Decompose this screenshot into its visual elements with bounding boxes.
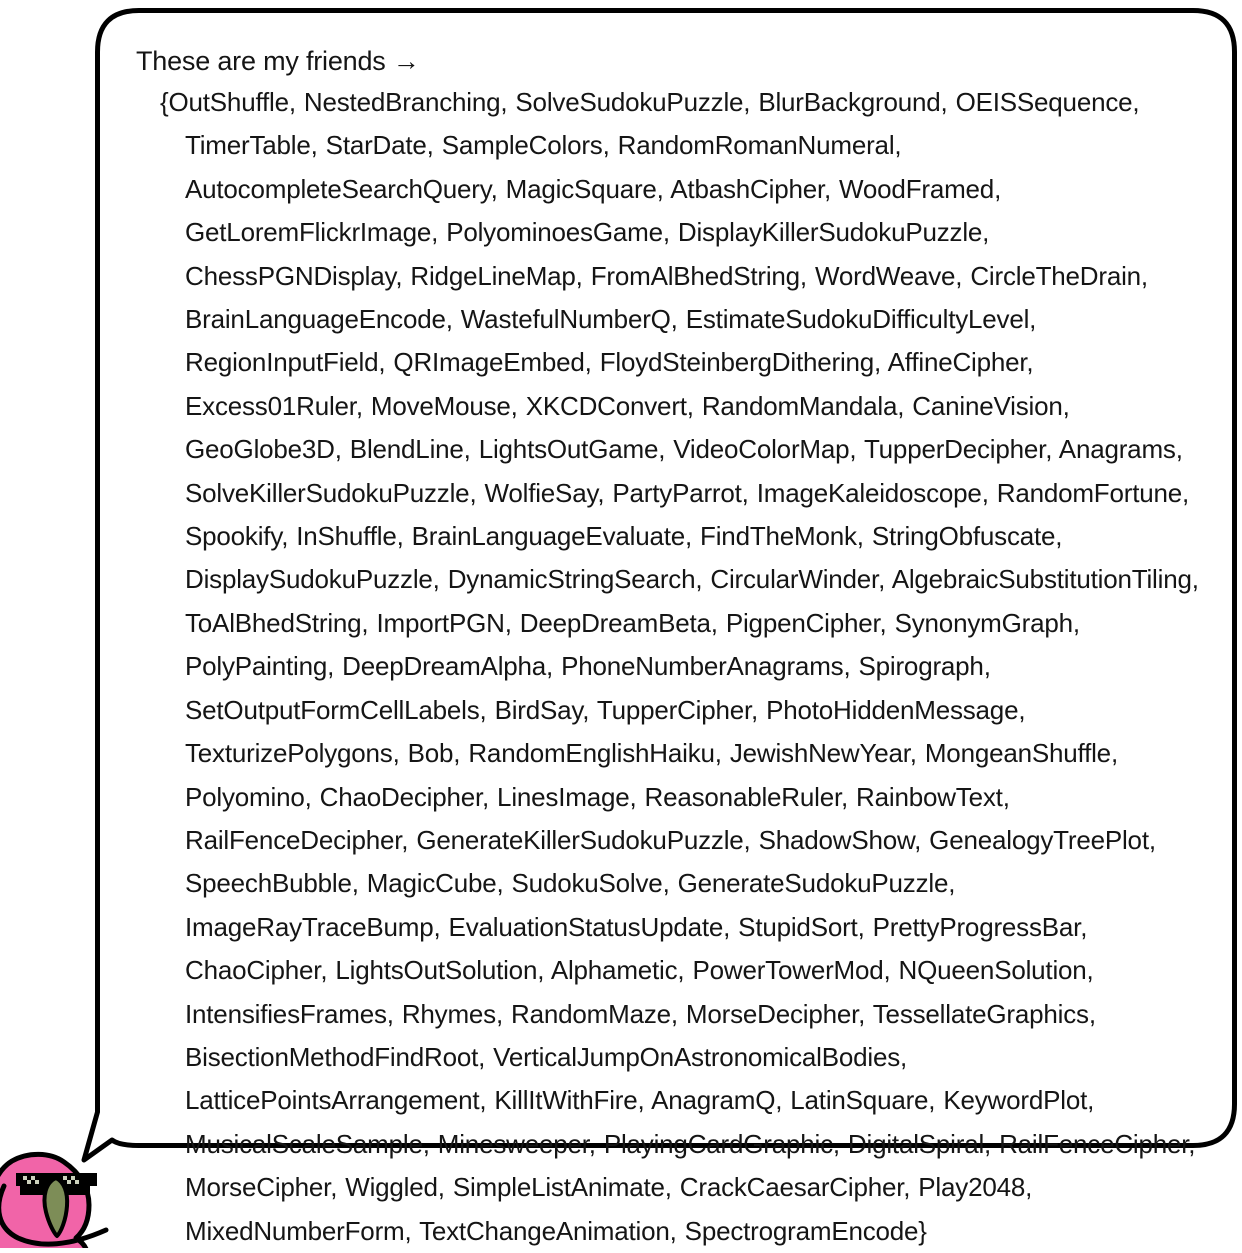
friends-list bbox=[160, 81, 1200, 1253]
bubble-header-text: These are my friends → bbox=[136, 46, 420, 76]
party-parrot bbox=[0, 1154, 106, 1248]
friends-list-text: {OutShuffle, NestedBranching, SolveSudokuPuzzle, BlurBackground, OEISSequence, TimerTable, StarDate, SampleColors, RandomRomanNumeral, AutocompleteSearchQuery, MagicSquare, AtbashCipher, WoodFramed, GetLoremFlickrImage, PolyominoesGame, DisplayKillerSudokuPuzzle, ChessPGNDisplay, RidgeLineMap, FromAlBhedString, WordWeave, CircleTheDrain, BrainLanguageEncode, WastefulNumberQ, EstimateSudokuDifficultyLevel, RegionInputField, QRImageEmbed, FloydSteinbergDithering, AffineCipher, Excess01Ruler, MoveMouse, XKCDConvert, RandomMandala, CanineVision, GeoGlobe3D, BlendLine, LightsOutGame, VideoColorMap, TupperDecipher, Anagrams, SolveKillerSudokuPuzzle, WolfieSay, PartyParrot, ImageKaleidoscope, RandomFortune, Spookify, InShuffle, BrainLanguageEvaluate, FindTheMonk, StringObfuscate, DisplaySudokuPuzzle, DynamicStringSearch, CircularWinder, AlgebraicSubstitutionTiling, ToAlBhedString, ImportPGN, DeepDreamBeta, PigpenCipher, SynonymGraph, PolyPainting, DeepDreamAlpha, PhoneNumberAnagrams, Spirograph, SetOutputFormCellLabels, BirdSay, TupperCipher, PhotoHiddenMessage, TexturizePolygons, Bob, RandomEnglishHaiku, JewishNewYear, MongeanShuffle, Polyomino, ChaoDecipher, LinesImage, ReasonableRuler, RainbowText, RailFenceDecipher, GenerateKillerSudokuPuzzle, ShadowShow, GenealogyTreePlot, SpeechBubble, MagicCube, SudokuSolve, GenerateSudokuPuzzle, ImageRayTraceBump, EvaluationStatusUpdate, StupidSort, PrettyProgressBar, ChaoCipher, LightsOutSolution, Alphametic, PowerTowerMod, NQueenSolution, IntensifiesFrames, Rhymes, RandomMaze, MorseDecipher, TessellateGraphics, BisectionMethodFindRoot, VerticalJumpOnAstronomicalBodies, LatticePointsArrangement, KillItWithFire, AnagramQ, LatinSquare, KeywordPlot, MusicalScaleSample, Minesweeper, PlayingCardGraphic, DigitalSpiral, RailFenceCipher, MorseCipher, Wiggled, SimpleListAnimate, CrackCaesarCipher, Play2048, MixedNumberForm, TextChangeAnimation, SpectrogramEncode} bbox=[160, 87, 1199, 1246]
